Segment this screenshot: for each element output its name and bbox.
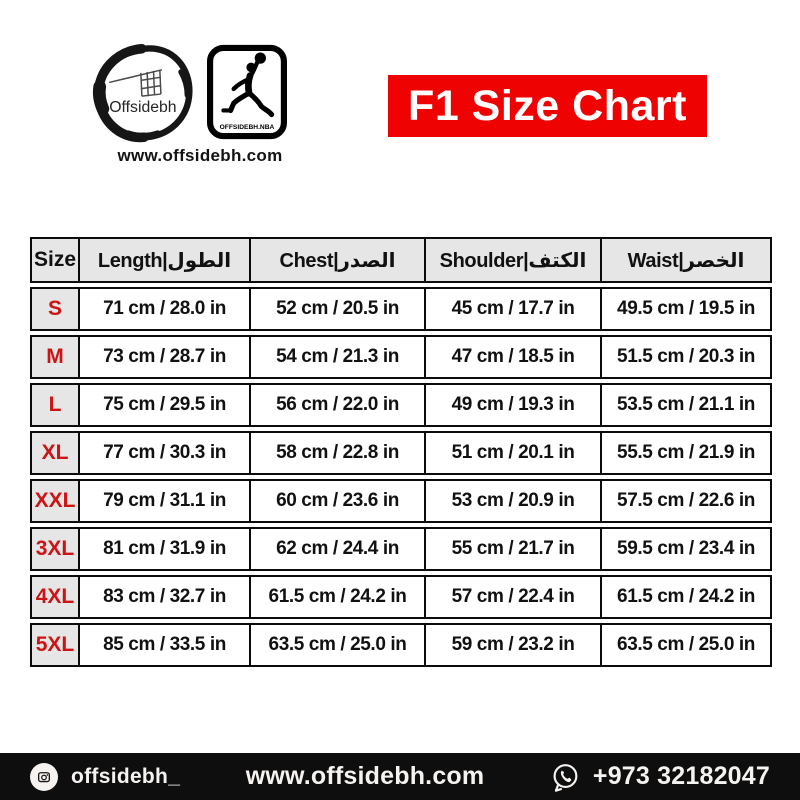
measurement-waist: 61.5 cm / 24.2 in [601, 575, 772, 619]
phone-number: +973 32182047 [592, 762, 770, 790]
size-table [30, 233, 772, 671]
measurement-shoulder: 51 cm / 20.1 in [425, 431, 601, 475]
column-header-shoulder: Shoulder|الكتف [425, 237, 601, 283]
size-row-L [30, 383, 772, 427]
size-chart-banner [388, 75, 707, 137]
measurement-chest: 54 cm / 21.3 in [250, 335, 425, 379]
size-label: 3XL [30, 527, 79, 571]
measurement-length: 73 cm / 28.7 in [79, 335, 250, 379]
measurement-shoulder: 59 cm / 23.2 in [425, 623, 601, 667]
nba-logo-label: OFFSIDEBH.NBA [219, 123, 275, 131]
measurement-length: 75 cm / 29.5 in [79, 383, 250, 427]
column-header-waist: Waist|الخصر [601, 237, 772, 283]
measurement-waist: 55.5 cm / 21.9 in [601, 431, 772, 475]
offsidebh-circle-logo [86, 40, 202, 146]
measurement-shoulder: 57 cm / 22.4 in [425, 575, 601, 619]
measurement-shoulder: 55 cm / 21.7 in [425, 527, 601, 571]
whatsapp-icon [550, 762, 580, 792]
instagram-icon [30, 763, 58, 791]
size-row-XL [30, 431, 772, 475]
measurement-waist: 51.5 cm / 20.3 in [601, 335, 772, 379]
measurement-chest: 56 cm / 22.0 in [250, 383, 425, 427]
measurement-length: 85 cm / 33.5 in [79, 623, 250, 667]
column-header-chest: Chest|الصدر [250, 237, 425, 283]
size-row-4XL [30, 575, 772, 619]
size-row-S [30, 287, 772, 331]
measurement-chest: 60 cm / 23.6 in [250, 479, 425, 523]
measurement-shoulder: 45 cm / 17.7 in [425, 287, 601, 331]
footer-website-url: www.offsidebh.com [245, 762, 485, 790]
measurement-shoulder: 47 cm / 18.5 in [425, 335, 601, 379]
column-header-size: Size [30, 237, 79, 283]
measurement-length: 79 cm / 31.1 in [79, 479, 250, 523]
size-label: XXL [30, 479, 79, 523]
measurement-chest: 61.5 cm / 24.2 in [250, 575, 425, 619]
size-label: 5XL [30, 623, 79, 667]
measurement-shoulder: 53 cm / 20.9 in [425, 479, 601, 523]
size-label: M [30, 335, 79, 379]
offsidebh-nba-logo [207, 44, 287, 140]
size-table-body [30, 287, 772, 667]
header-website-url: www.offsidebh.com [117, 146, 283, 165]
measurement-waist: 59.5 cm / 23.4 in [601, 527, 772, 571]
measurement-waist: 57.5 cm / 22.6 in [601, 479, 772, 523]
size-label: L [30, 383, 79, 427]
instagram-handle: offsidebh_ [71, 764, 181, 788]
size-table-header-row [30, 237, 772, 283]
measurement-chest: 58 cm / 22.8 in [250, 431, 425, 475]
size-row-3XL [30, 527, 772, 571]
measurement-length: 71 cm / 28.0 in [79, 287, 250, 331]
measurement-chest: 62 cm / 24.4 in [250, 527, 425, 571]
size-row-M [30, 335, 772, 379]
measurement-waist: 49.5 cm / 19.5 in [601, 287, 772, 331]
measurement-chest: 52 cm / 20.5 in [250, 287, 425, 331]
measurement-waist: 63.5 cm / 25.0 in [601, 623, 772, 667]
footer-bar [0, 753, 800, 800]
measurement-length: 83 cm / 32.7 in [79, 575, 250, 619]
size-label: S [30, 287, 79, 331]
size-row-XXL [30, 479, 772, 523]
measurement-length: 81 cm / 31.9 in [79, 527, 250, 571]
measurement-waist: 53.5 cm / 21.1 in [601, 383, 772, 427]
size-row-5XL [30, 623, 772, 667]
circle-logo-label: Offsidebh [109, 98, 177, 116]
whatsapp-group [550, 762, 770, 792]
measurement-shoulder: 49 cm / 19.3 in [425, 383, 601, 427]
banner-title: F1 Size Chart [408, 81, 687, 130]
measurement-chest: 63.5 cm / 25.0 in [250, 623, 425, 667]
size-label: 4XL [30, 575, 79, 619]
column-header-length: Length|الطول [79, 237, 250, 283]
goal-sketch-icon [109, 70, 162, 96]
size-label: XL [30, 431, 79, 475]
instagram-group [30, 763, 180, 791]
brush-circle [99, 48, 190, 137]
measurement-length: 77 cm / 30.3 in [79, 431, 250, 475]
